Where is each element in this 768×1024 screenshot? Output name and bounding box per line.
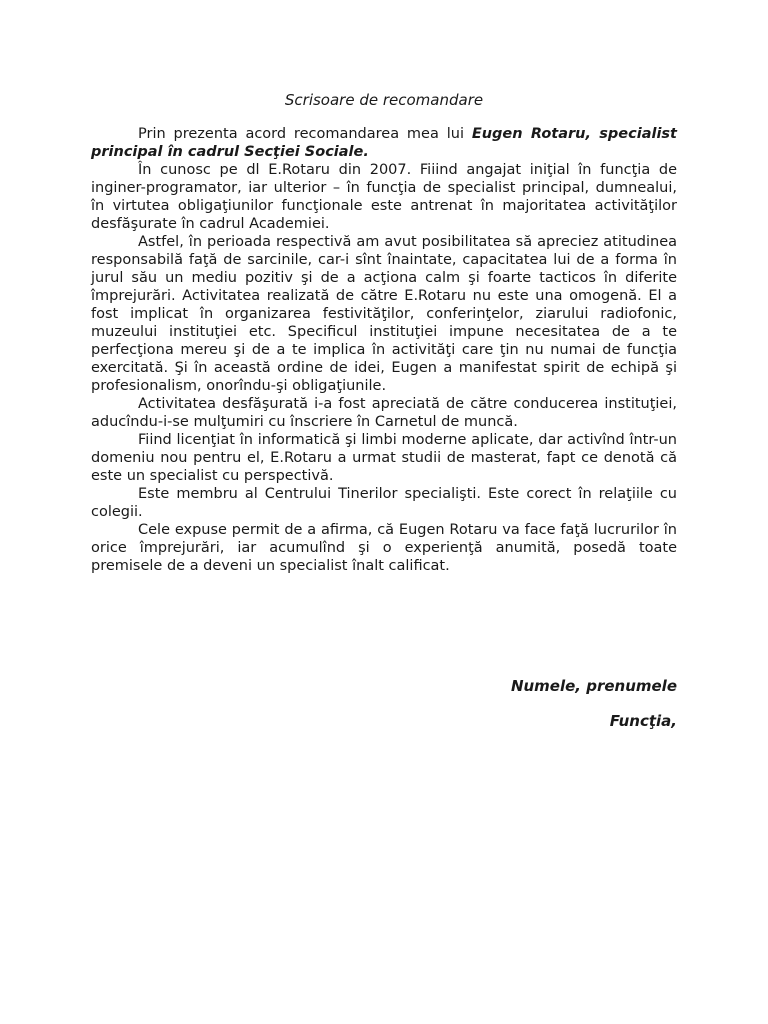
body-paragraph: În cunosc pe dl E.Rotaru din 2007. Fiiind angajat iniţial în funcţia de inginer-programator, iar ulterior – în funcţia de specialist principal, dumnealui, în virtutea obligaţiunilor funcţionale este antrenat în majoritatea activităţilor desfăşurate în cadrul Academiei. (91, 162, 677, 232)
letter-title: Scrisoare de recomandare (284, 91, 484, 109)
signature-name: Numele, prenumele (510, 677, 677, 695)
body-paragraph: Fiind licenţiat în informatică şi limbi moderne aplicate, dar activînd într-un domeniu nou pentru el, E.Rotaru a urmat studii de masterat, fapt ce denotă că este un specialist cu perspectivă. (91, 432, 677, 484)
recommended-person: Eugen Rotaru, specialist principal în cadrul Secţiei Sociale. (91, 126, 677, 160)
letter-body (91, 125, 677, 575)
body-paragraph: Este membru al Centrului Tinerilor specialişti. Este corect în relaţiile cu colegii. (91, 486, 677, 520)
body-paragraph: Astfel, în perioada respectivă am avut posibilitatea să apreciez atitudinea responsabilă faţă de sarcinile, car-i sînt înaintate, capacitatea lui de a forma în jurul său un mediu pozitiv şi de a acţiona calm şi foarte tacticos în diferite împrejurări. Activitatea realizată de către E.Rotaru nu este una omogenă. El a fost implicat în organizarea festivităţilor, conferinţelor, ziarului radiofonic, muzeului instituţiei etc. Specificul instituţiei impune necesitatea de a te perfecţiona mereu şi de a te implica în activităţi care ţin nu numai de funcţia exercitată. Şi în această ordine de idei, Eugen a manifestat spirit de echipă şi profesionalism, onorîndu-şi obligaţiunile. (91, 234, 677, 394)
body-paragraph: Activitatea desfăşurată i-a fost apreciată de către conducerea instituţiei, aducîndu-i-se mulţumiri cu înscriere în Carnetul de muncă. (91, 396, 677, 430)
signature-function: Funcţia, (609, 712, 677, 730)
intro-paragraph (91, 125, 677, 161)
intro-text: Prin prezenta acord recomandarea mea lui (138, 126, 472, 142)
body-paragraph: Cele expuse permit de a afirma, că Eugen Rotaru va face faţă lucrurilor în orice împrejurări, iar acumulînd şi o experienţă anumită, posedă toate premisele de a deveni un specialist înalt calificat. (91, 522, 677, 574)
